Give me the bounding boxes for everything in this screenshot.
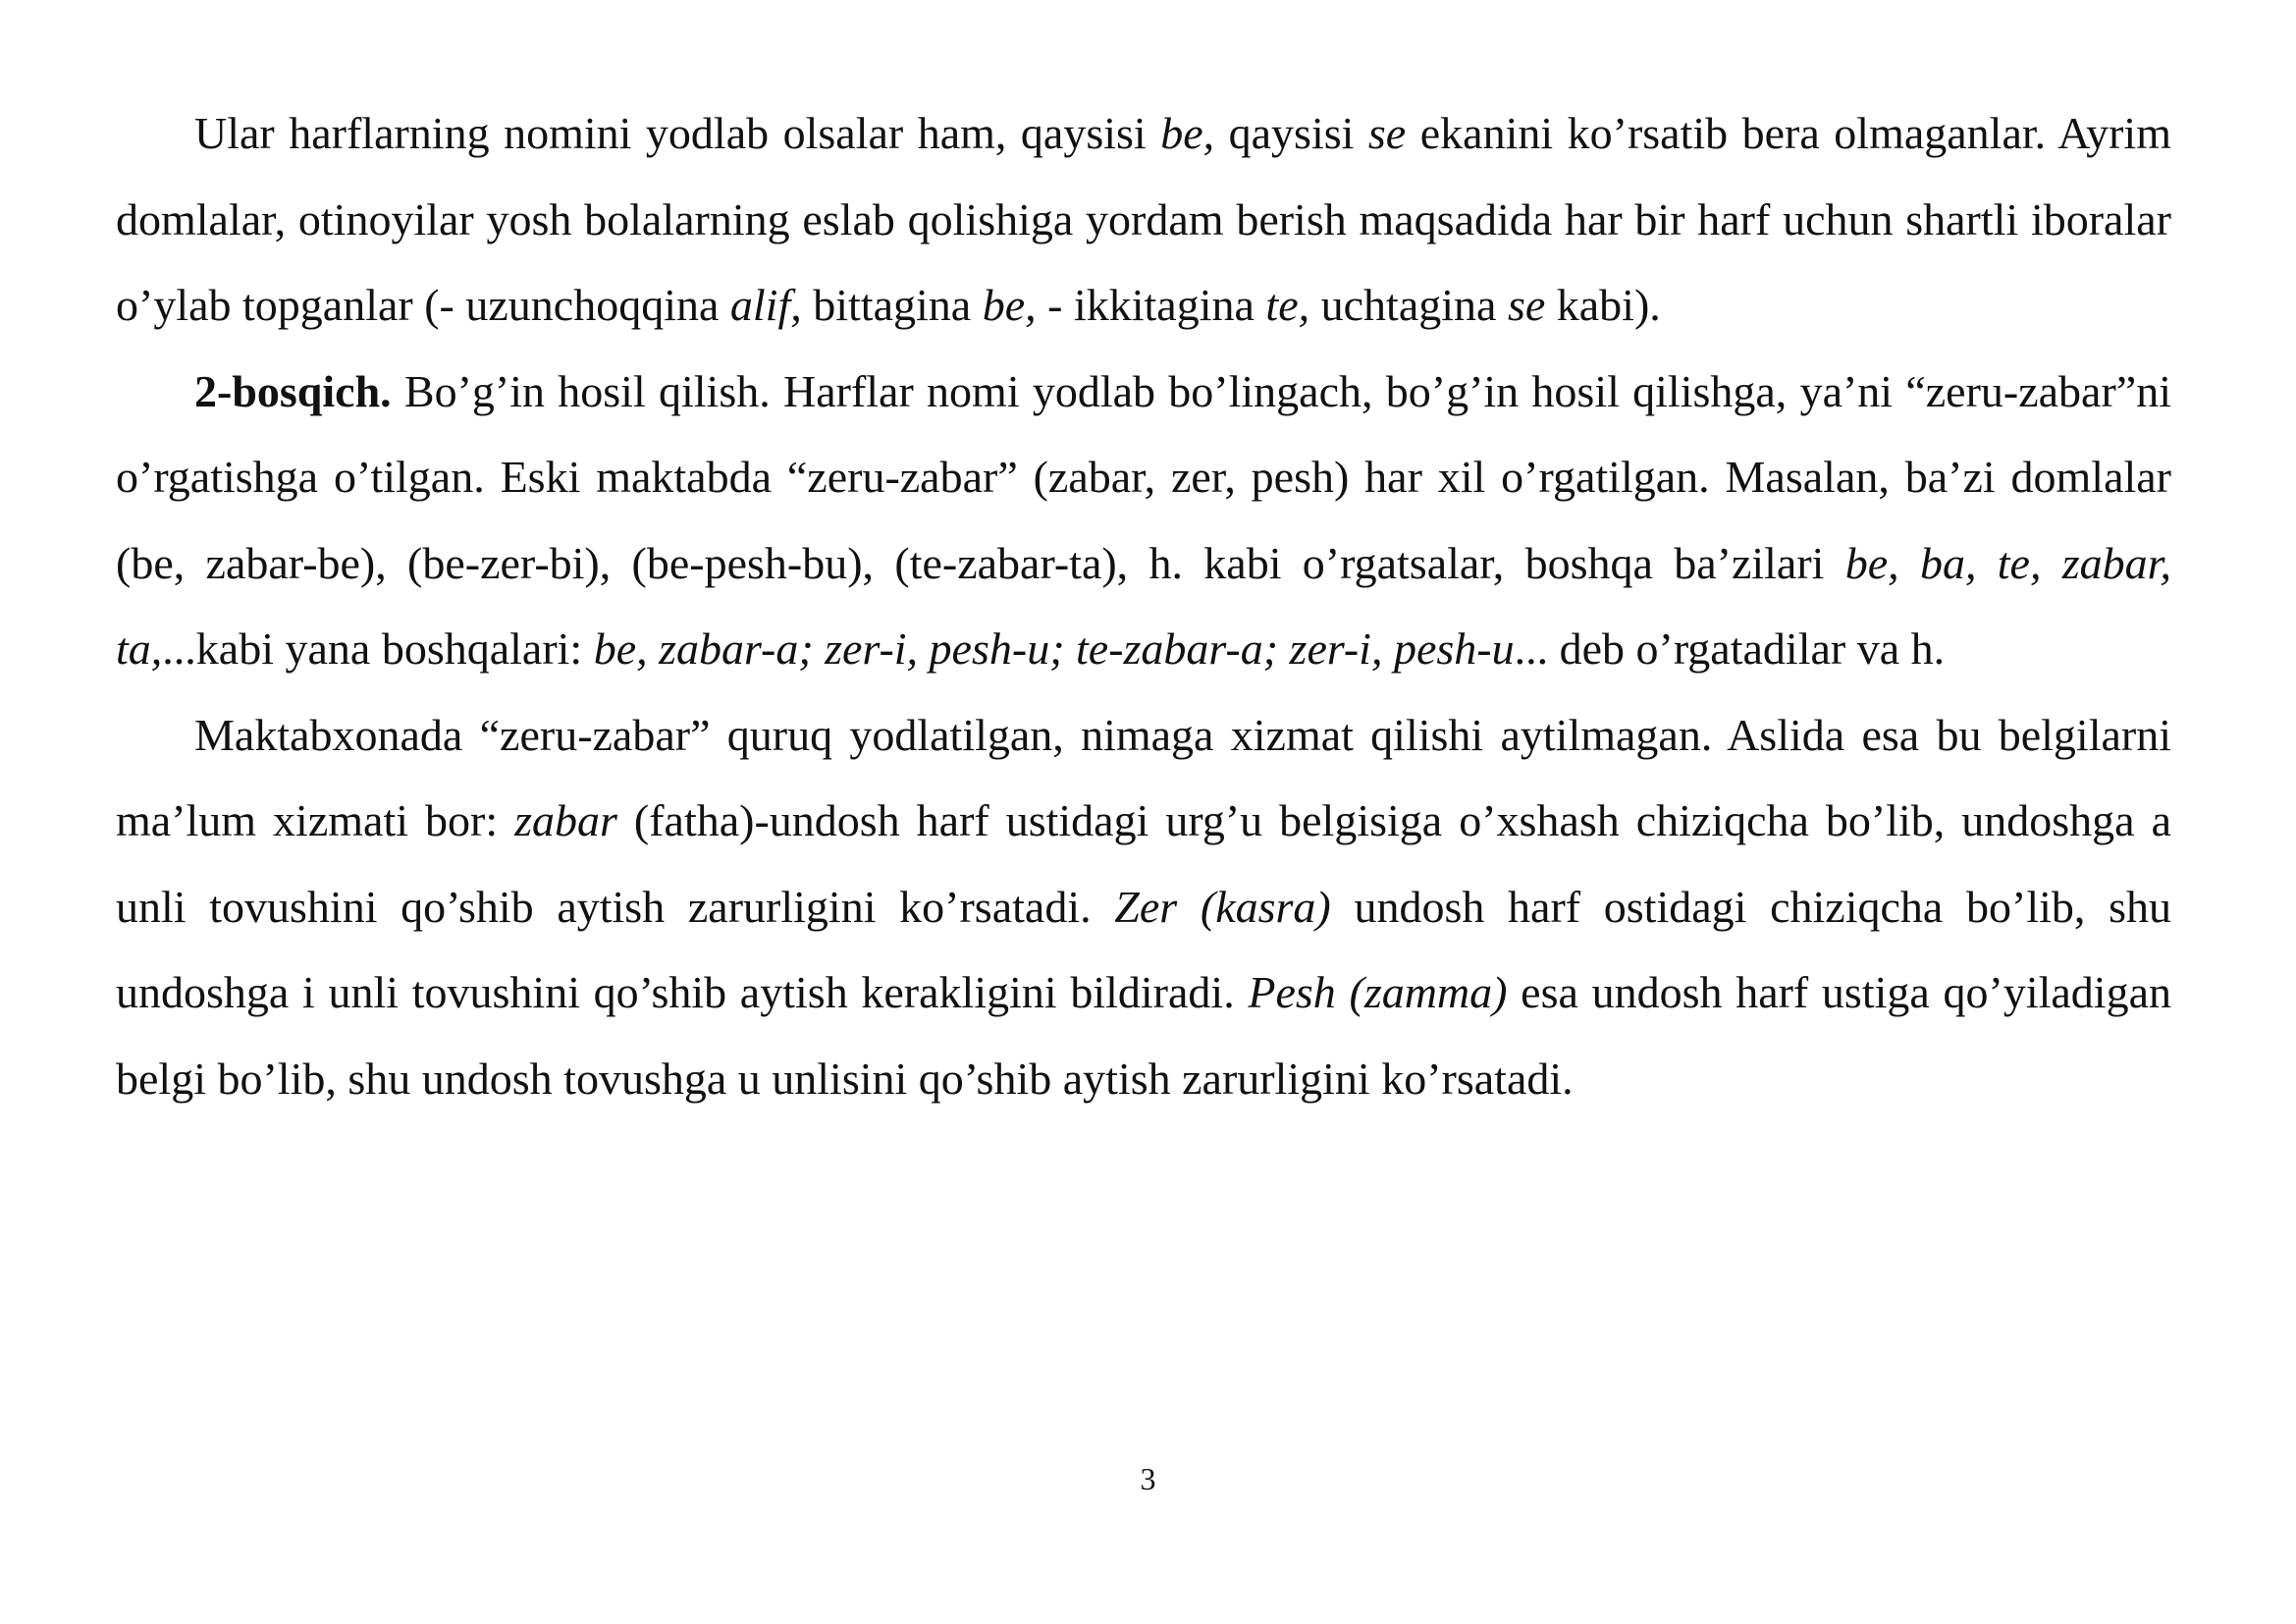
italic-run: zabar [514, 795, 617, 845]
italic-run: be, [1160, 108, 1215, 158]
italic-run: be, ba, te, zabar, ta, [116, 537, 2171, 674]
text-run: ...kabi yana boshqalari: [162, 623, 594, 674]
page-number: 3 [1140, 1461, 1156, 1496]
text-run: ekanini ko’rsatib bera olmaganlar. Ayrim domlalar, otinoyilar yosh bolalarning eslab qolishiga yordam berish maqsadida har bir harf uchun shartli iboralar o’ylab topganlar (- uzunchoqqina [116, 108, 2171, 330]
text-run: kabi). [1545, 280, 1661, 330]
paragraph-2 [116, 349, 2171, 692]
paragraph-3 [116, 692, 2171, 1122]
text-run: ... deb o’rgatadilar va h. [1514, 623, 1946, 674]
text-run: qaysisi [1214, 108, 1368, 158]
italic-run: se [1367, 108, 1407, 158]
page-body [116, 90, 2171, 1121]
text-run: Ular harflarning nomini yodlab olsalar ham, qaysisi [194, 108, 1161, 158]
text-run: - ikkitagina [1036, 280, 1266, 330]
text-run: uchtagina [1309, 280, 1508, 330]
italic-run: se [1507, 280, 1546, 330]
italic-run: te, [1265, 280, 1310, 330]
text-run: (fatha)-undosh harf ustidagi urg’u belgisiga o’xshash chiziqcha bo’lib, undoshga a unli tovushini qo’shib aytish zarurligini ko’rsatadi. [116, 795, 2172, 932]
italic-run: Pesh (zamma) [1248, 967, 1508, 1017]
section-heading: 2-bosqich. [194, 365, 392, 416]
text-run: undosh harf ostidagi chiziqcha bo’lib, shu undoshga i unli tovushini qo’shib aytish kerakligini bildiradi. [116, 881, 2171, 1017]
italic-run: Zer (kasra) [1114, 881, 1331, 932]
italic-run: be, [982, 280, 1037, 330]
paragraph-1 [116, 90, 2171, 349]
text-run: Maktabxonada “zeru-zabar” quruq yodlatilgan, nimaga xizmat qilishi aytilmagan. Aslida esa bu belgilarni ma’lum xizmati bor: [116, 709, 2171, 845]
italic-run: alif, [729, 280, 802, 330]
italic-run: be, zabar-a; zer-i, pesh-u; te-zabar-a; zer-i, pesh-u [593, 623, 1515, 674]
text-run: esa undosh harf ustiga qo’yiladigan belgi bo’lib, shu undosh tovushga u unlisini qo’shib aytish zarurligini ko’rsatadi. [116, 967, 2171, 1104]
text-run: bittagina [801, 280, 983, 330]
text-run: Bo’g’in hosil qilish. Harflar nomi yodlab bo’lingach, bo’g’in hosil qilishga, ya’ni “zeru-zabar”ni o’rgatishga o’tilgan. Eski maktabda “zeru-zabar” (zabar, zer, pesh) har xil o’rgatilgan. Masalan, ba’zi domlalar (be, zabar-be), (be-zer-bi), (be-pesh-bu), (te-zabar-ta), h. kabi o’rgatsalar, boshqa ba’zilari [116, 365, 2171, 588]
